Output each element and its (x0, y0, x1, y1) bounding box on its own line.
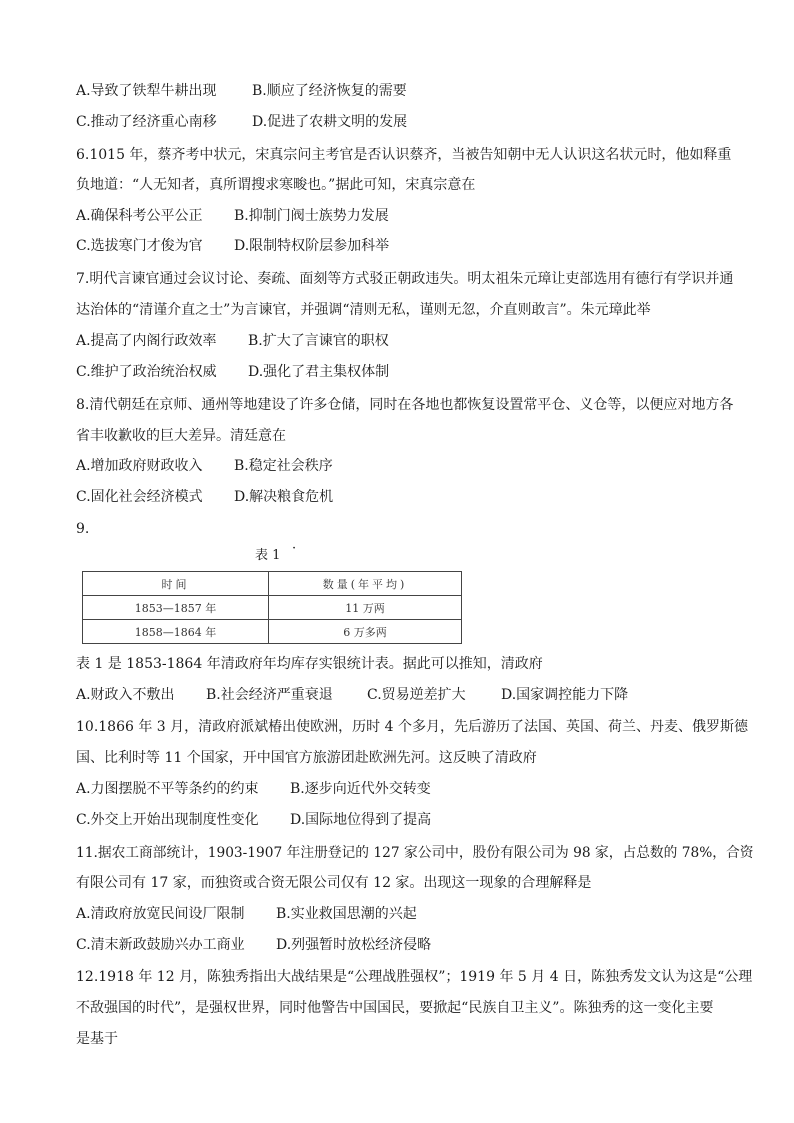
q5-options-row-1 (76, 81, 736, 101)
q9-option-a: A.财政入不敷出 (76, 687, 175, 703)
q10-option-a: A.力图摆脱不平等条约的约束 (76, 781, 259, 797)
q8-option-d: D.解决粮食危机 (234, 489, 334, 505)
q6-stem-line-1: 6.1015 年，蔡齐考中状元，宋真宗问主考官是否认识蔡齐，当被告知朝中无人认识这名状元时，他如释重 (76, 147, 732, 163)
q8-option-b: B.稳定社会秩序 (234, 458, 333, 474)
q9-stem-line-1: 表 1 是 1853-1864 年清政府年均库存实银统计表。据此可以推知，清政府 (76, 656, 543, 672)
table-row (83, 620, 462, 644)
q10-option-b: B.逐步向近代外交转变 (290, 781, 431, 797)
table-cell-period: 1853—1857 年 (83, 596, 269, 620)
table-header-amount: 数量(年平均) (269, 572, 462, 596)
table-cell-period: 1858—1864 年 (83, 620, 269, 644)
q8-stem-line-2: 省丰收歉收的巨大差异。清廷意在 (76, 428, 286, 444)
q7-option-c: C.维护了政治统治权威 (76, 364, 217, 380)
q9-option-c: C.贸易逆差扩大 (367, 687, 466, 703)
q7-stem-line-1: 7.明代言谏官通过会议讨论、奏疏、面刻等方式驳正朝政违失。明太祖朱元璋让吏部选用有德行有学识并通 (76, 271, 734, 287)
q12-stem-line-2: 不敌强国的时代”，是强权世界，同时他警告中国国民，要掀起“民族自卫主义”。陈独秀的这一变化主要 (76, 1000, 714, 1016)
table-row (83, 596, 462, 620)
q11-stem-line-1: 11.据农工商部统计，1903-1907 年注册登记的 127 家公司中，股份有限公司为 98 家，占总数的 78%，合资 (76, 845, 754, 861)
q10-stem-line-1: 10.1866 年 3 月，清政府派斌椿出使欧洲，历时 4 个多月，先后游历了法国、英国、荷兰、丹麦、俄罗斯德 (76, 719, 748, 735)
q6-option-b: B.抑制门阀士族势力发展 (234, 208, 389, 224)
q11-option-d: D.列强暂时放松经济侵略 (276, 937, 432, 953)
q9-number: 9. (76, 521, 90, 537)
table-title-mark: · (292, 541, 297, 556)
q11-options-row-1 (76, 904, 736, 924)
q10-stem-line-2: 国、比利时等 11 个国家，开中国官方旅游团赴欧洲先河。这反映了清政府 (76, 750, 537, 766)
q8-options-row-1 (76, 456, 736, 476)
table-title: 表 1 (255, 548, 281, 563)
q12-stem-line-1: 12.1918 年 12 月，陈独秀指出大战结果是“公理战胜强权”；1919 年 5 月 4 日，陈独秀发文认为这是“公理 (76, 969, 753, 985)
q11-option-c: C.清末新政鼓励兴办工商业 (76, 937, 245, 953)
silver-stock-table (82, 571, 462, 644)
q9-option-d: D.国家调控能力下降 (501, 687, 629, 703)
q7-options-row-1 (76, 331, 736, 351)
q10-options-row-2 (76, 810, 736, 830)
table-cell-amount: 6 万多两 (269, 620, 462, 644)
q8-option-c: C.固化社会经济模式 (76, 489, 203, 505)
q11-stem-line-2: 有限公司有 17 家，而独资或合资无限公司仅有 12 家。出现这一现象的合理解释是 (76, 875, 592, 891)
q6-option-d: D.限制特权阶层参加科举 (234, 238, 390, 254)
q6-option-c: C.选拔寒门才俊为官 (76, 238, 203, 254)
q11-option-a: A.清政府放宽民间设厂限制 (76, 906, 245, 922)
q5-option-b: B.顺应了经济恢复的需要 (252, 83, 407, 99)
q7-option-a: A.提高了内阁行政效率 (76, 333, 217, 349)
q7-stem-line-2: 达治体的“清谨介直之士”为言谏官，并强调“清则无私，谨则无忽，介直则敢言”。朱元璋此举 (76, 302, 651, 318)
table-header-row (83, 572, 462, 596)
q10-option-c: C.外交上开始出现制度性变化 (76, 812, 259, 828)
q9-options-row (76, 685, 736, 705)
q9-option-b: B.社会经济严重衰退 (206, 687, 333, 703)
table-cell-amount: 11 万两 (269, 596, 462, 620)
q11-option-b: B.实业救国思潮的兴起 (276, 906, 417, 922)
q7-option-b: B.扩大了言谏官的职权 (248, 333, 389, 349)
q6-stem-line-2: 负地道：“人无知者，真所谓搜求寒畯也。”据此可知，宋真宗意在 (76, 177, 476, 193)
q5-options-row-2 (76, 112, 736, 132)
q5-option-d: D.促进了农耕文明的发展 (252, 114, 408, 130)
q5-option-c: C.推动了经济重心南移 (76, 114, 217, 130)
q8-stem-line-1: 8.清代朝廷在京师、通州等地建设了许多仓储，同时在各地也都恢复设置常平仓、义仓等，以便应对地方各 (76, 397, 734, 413)
table-header-time: 时间 (83, 572, 269, 596)
q8-options-row-2 (76, 487, 736, 507)
q8-option-a: A.增加政府财政收入 (76, 458, 203, 474)
q7-options-row-2 (76, 362, 736, 382)
q6-options-row-1 (76, 206, 736, 226)
q6-options-row-2 (76, 236, 736, 256)
q7-option-d: D.强化了君主集权体制 (248, 364, 390, 380)
q6-option-a: A.确保科考公平公正 (76, 208, 203, 224)
q5-option-a: A.导致了铁犁牛耕出现 (76, 83, 217, 99)
q12-stem-line-3: 是基于 (76, 1031, 118, 1047)
q10-option-d: D.国际地位得到了提高 (290, 812, 432, 828)
q10-options-row-1 (76, 779, 736, 799)
q11-options-row-2 (76, 935, 736, 955)
